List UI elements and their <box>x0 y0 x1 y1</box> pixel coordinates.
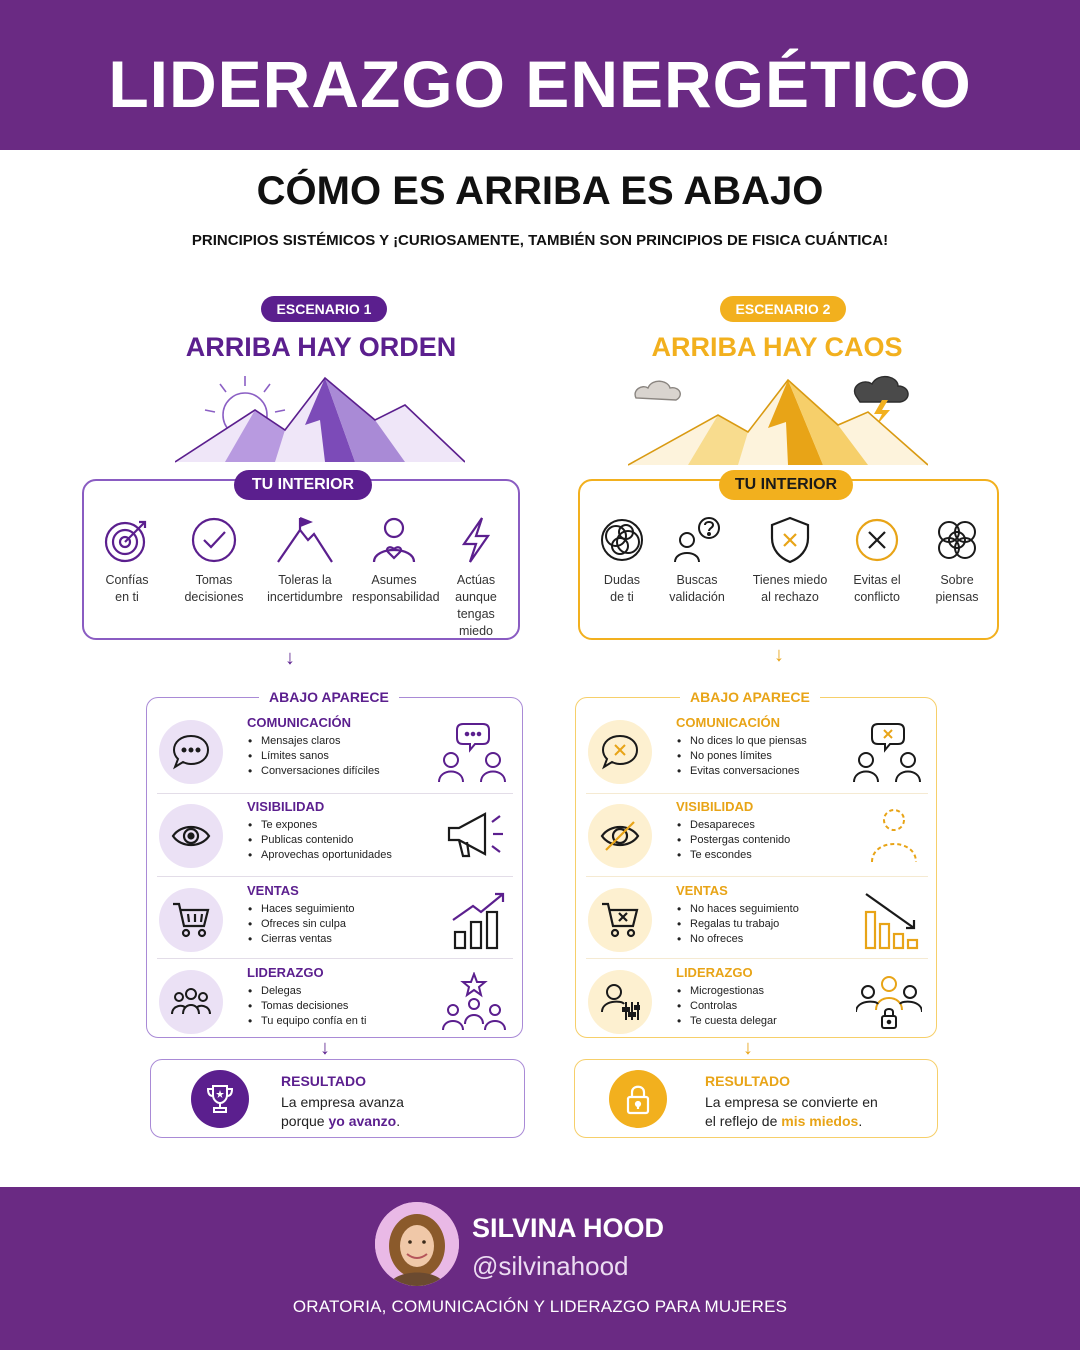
scenario1-abajo-box <box>146 689 523 1038</box>
row-title: LIDERAZGO <box>247 965 324 980</box>
controls-icon <box>600 982 640 1022</box>
speech-bubble-icon <box>171 732 211 772</box>
scenario1-row-liderazgo: LIDERAZGO • Delegas • Tomas decisiones • Tu equipo confía en ti <box>157 962 513 1044</box>
footer-banner <box>0 1187 1080 1350</box>
eye-slash-icon <box>600 816 640 856</box>
scenario2-down-arrow: ↓ <box>774 644 784 666</box>
lock-icon <box>622 1083 654 1115</box>
title-banner <box>0 0 1080 150</box>
scenario1-result-box <box>150 1059 525 1138</box>
trophy-icon <box>204 1083 236 1115</box>
trait-toleras: Toleras la incertidumbre <box>262 516 348 606</box>
row-title: VENTAS <box>676 883 728 898</box>
scenario2-abajo-box <box>575 689 937 1038</box>
check-circle-icon <box>190 516 238 564</box>
row-title: LIDERAZGO <box>676 965 753 980</box>
scenario2-row-visibilidad: VISIBILIDAD • Desapareces • Postergas contenido • Te escondes <box>586 796 928 878</box>
scenario2-interior-label: TU INTERIOR <box>719 470 853 500</box>
people-chat-icon <box>437 722 507 784</box>
overthink-icon <box>933 516 981 564</box>
author-name: SILVINA HOOD <box>472 1213 665 1243</box>
trait-tienes-miedo: Tienes miedo al rechazo <box>745 516 835 606</box>
author-photo-icon <box>375 1202 459 1286</box>
subtitle: CÓMO ES ARRIBA ES ABAJO <box>256 169 824 213</box>
scenario1-down-arrow: ↓ <box>285 647 295 669</box>
scenario1-interior-label: TU INTERIOR <box>234 470 372 500</box>
trait-tomas: Tomas decisiones <box>176 516 252 606</box>
scenario2-row-ventas: VENTAS • No haces seguimiento • Regalas tu trabajo • No ofreces <box>586 880 928 962</box>
scenario1-badge: ESCENARIO 1 <box>261 296 387 322</box>
scenario2-result-arrow: ↓ <box>743 1037 753 1059</box>
trait-buscas: Buscas validación <box>662 516 732 606</box>
author-handle[interactable]: @silvinahood <box>472 1251 629 1281</box>
row-title: COMUNICACIÓN <box>676 715 780 730</box>
scenario2-result-box <box>574 1059 938 1138</box>
person-question-icon <box>673 516 721 564</box>
row-title: VISIBILIDAD <box>247 799 325 814</box>
scenario1-row-visibilidad: VISIBILIDAD • Te expones • Publicas contenido • Aprovechas oportunidades <box>157 796 513 878</box>
scenario2-title: ARRIBA HAY CAOS <box>651 332 903 362</box>
trait-confias: Confías en ti <box>90 516 164 606</box>
row-title: VENTAS <box>247 883 299 898</box>
scenario2-badge: ESCENARIO 2 <box>720 296 846 322</box>
cart-icon <box>171 900 211 940</box>
purple-mountain-icon <box>175 370 465 465</box>
trait-dudas: Dudas de ti <box>588 516 656 606</box>
gold-mountain-icon <box>628 370 928 467</box>
result-text: La empresa avanza porque yo avanzo. <box>281 1094 404 1129</box>
person-heart-icon <box>370 516 418 564</box>
x-circle-icon <box>853 516 901 564</box>
team-icon <box>171 982 211 1022</box>
footer-tagline: ORATORIA, COMUNICACIÓN Y LIDERAZGO PARA MUJERES <box>292 1297 788 1316</box>
shield-x-icon <box>766 516 814 564</box>
trait-evitas: Evitas el conflicto <box>840 516 914 606</box>
megaphone-icon <box>445 806 507 862</box>
result-text: La empresa se convierte en el reflejo de mis miedos. <box>705 1094 878 1129</box>
row-title: COMUNICACIÓN <box>247 715 351 730</box>
growth-chart-icon <box>451 890 507 950</box>
speech-x-icon <box>600 732 640 772</box>
scenario2-row-liderazgo: LIDERAZGO • Microgestionas • Controlas • Te cuesta delegar <box>586 962 928 1044</box>
scenario1-result-arrow: ↓ <box>320 1037 330 1059</box>
scenario1-abajo-label: ABAJO APARECE <box>259 688 399 706</box>
trait-actuas: Actúas aunque tengas miedo <box>436 516 516 640</box>
tangled-icon <box>598 516 646 564</box>
target-icon <box>103 516 151 564</box>
trait-sobrepiensas: Sobre piensas <box>922 516 992 606</box>
lightning-icon <box>452 516 500 564</box>
row-title: VISIBILIDAD <box>676 799 754 814</box>
tagline: PRINCIPIOS SISTÉMICOS Y ¡CURIOSAMENTE, TAMBIÉN SON PRINCIPIOS DE FISICA CUÁNTICA! <box>191 232 889 249</box>
trait-asumes: Asumes responsabilidad <box>352 516 436 606</box>
dashed-person-icon <box>866 806 922 864</box>
scenario1-row-comunicacion: COMUNICACIÓN • Mensajes claros • Límites sanos • Conversaciones difíciles <box>157 712 513 794</box>
scenario2-row-comunicacion: COMUNICACIÓN • No dices lo que piensas • No pones límites • Evitas conversaciones <box>586 712 928 794</box>
team-star-icon <box>441 972 507 1032</box>
scenario1-row-ventas: VENTAS • Haces seguimiento • Ofreces sin culpa • Cierras ventas <box>157 880 513 962</box>
page-title: LIDERAZGO ENERGÉTICO <box>108 47 972 121</box>
scenario2-abajo-label: ABAJO APARECE <box>680 688 820 706</box>
people-chat-x-icon <box>852 722 922 784</box>
eye-icon <box>171 816 211 856</box>
result-title: RESULTADO <box>705 1073 791 1089</box>
team-lock-icon <box>856 972 922 1032</box>
avatar <box>375 1202 459 1286</box>
result-title: RESULTADO <box>281 1073 367 1089</box>
cart-x-icon <box>600 900 640 940</box>
mountain-flag-icon <box>276 516 334 564</box>
decline-chart-icon <box>864 890 922 950</box>
scenario1-title: ARRIBA HAY ORDEN <box>185 332 457 362</box>
